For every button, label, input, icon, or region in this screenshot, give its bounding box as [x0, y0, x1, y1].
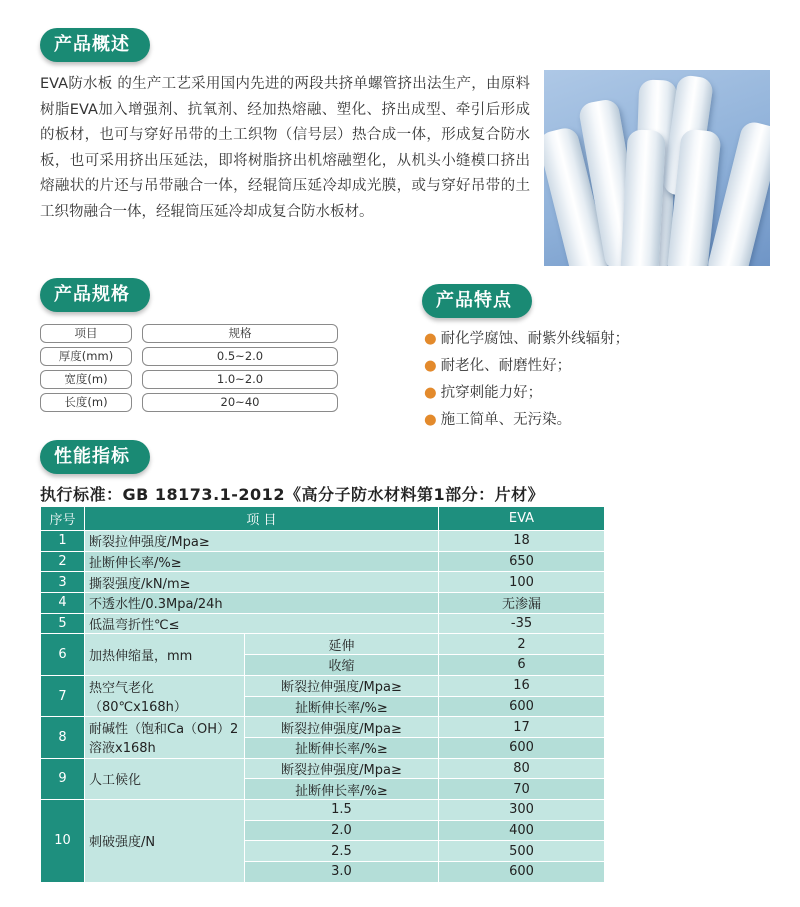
- header-no: 序号: [41, 507, 85, 531]
- row-value: 650: [439, 551, 605, 572]
- row-subitem: 1.5: [245, 799, 439, 820]
- row-subitem: 2.0: [245, 820, 439, 841]
- row-value: 2: [439, 634, 605, 655]
- row-subitem: 2.5: [245, 841, 439, 862]
- spec-item: 宽度(m): [40, 370, 132, 389]
- feature-text: 耐老化、耐磨性好；: [440, 358, 572, 374]
- row-no: 3: [41, 572, 85, 593]
- features-list: [424, 326, 784, 434]
- row-value: 80: [439, 758, 605, 779]
- feature-item: [424, 407, 784, 434]
- feature-item: [424, 326, 784, 353]
- spec-item: 厚度(mm): [40, 347, 132, 366]
- row-value: 17: [439, 717, 605, 738]
- overview-paragraph: EVA防水板 的生产工艺采用国内先进的两段共挤单螺管挤出法生产，由原料树脂EVA加入增强剂、抗氧剂、经加热熔融、塑化、挤出成型、牵引后形成的板材，也可与穿好吊带的土工织物（信号层）热合成一体，形成复合防水板，也可采用挤出压延法，即将树脂挤出机熔融塑化，从机头小缝模口挤出熔融状的片还与吊带融合一体，经辊筒压延冷却成光膜，或与穿好吊带的土工织物融合一体，经辊筒压延冷却成复合防水板材。: [40, 76, 530, 220]
- row-subitem: 扯断伸长率/%≥: [245, 696, 439, 717]
- row-item: 扯断伸长率/%≥: [85, 551, 439, 572]
- spec-row: [40, 370, 340, 389]
- row-item: 热空气老化（80℃x168h）: [85, 675, 245, 716]
- feature-text: 耐化学腐蚀、耐紫外线辐射；: [440, 331, 630, 347]
- header-value: EVA: [439, 507, 605, 531]
- product-photo: [544, 70, 770, 266]
- row-item: 加热伸缩量，mm: [85, 634, 245, 675]
- row-no: 2: [41, 551, 85, 572]
- row-subitem: 断裂拉伸强度/Mpa≥: [245, 717, 439, 738]
- header-item: 项 目: [85, 507, 439, 531]
- row-item: 断裂拉伸强度/Mpa≥: [85, 531, 439, 552]
- row-value: -35: [439, 613, 605, 634]
- row-value: 300: [439, 799, 605, 820]
- row-no: 1: [41, 531, 85, 552]
- row-value: 6: [439, 655, 605, 676]
- table-row: [41, 634, 605, 655]
- performance-table: [40, 506, 605, 883]
- row-value: 500: [439, 841, 605, 862]
- row-value: 600: [439, 696, 605, 717]
- row-item: 低温弯折性℃≤: [85, 613, 439, 634]
- row-no: 10: [41, 799, 85, 882]
- row-subitem: 断裂拉伸强度/Mpa≥: [245, 758, 439, 779]
- table-row: [41, 572, 605, 593]
- row-item: 刺破强度/N: [85, 799, 245, 882]
- overview-section-tag: 产品概述: [40, 28, 150, 62]
- spec-value: 0.5~2.0: [142, 347, 338, 366]
- feature-item: [424, 380, 784, 407]
- row-no: 7: [41, 675, 85, 716]
- feature-item: [424, 353, 784, 380]
- table-row: [41, 799, 605, 820]
- table-header-row: [41, 507, 605, 531]
- row-subitem: 断裂拉伸强度/Mpa≥: [245, 675, 439, 696]
- row-no: 4: [41, 593, 85, 614]
- table-row: [41, 531, 605, 552]
- row-no: 8: [41, 717, 85, 758]
- spec-table: [40, 324, 340, 416]
- row-value: 600: [439, 737, 605, 758]
- bullet-icon: ●: [424, 412, 437, 428]
- row-value: 无渗漏: [439, 593, 605, 614]
- spec-row: [40, 393, 340, 412]
- row-value: 100: [439, 572, 605, 593]
- row-value: 18: [439, 531, 605, 552]
- row-item: 撕裂强度/kN/m≥: [85, 572, 439, 593]
- row-subitem: 扯断伸长率/%≥: [245, 779, 439, 800]
- row-item: 耐碱性（饱和Ca（OH）2溶液x168h: [85, 717, 245, 758]
- features-section-tag: 产品特点: [422, 284, 532, 318]
- bullet-icon: ●: [424, 331, 437, 347]
- row-subitem: 收缩: [245, 655, 439, 676]
- table-row: [41, 675, 605, 696]
- spec-section-tag: 产品规格: [40, 278, 150, 312]
- table-row: [41, 717, 605, 738]
- table-row: [41, 758, 605, 779]
- row-value: 16: [439, 675, 605, 696]
- table-row: [41, 593, 605, 614]
- bullet-icon: ●: [424, 358, 437, 374]
- row-subitem: 3.0: [245, 862, 439, 883]
- spec-value: 20~40: [142, 393, 338, 412]
- performance-section-tag: 性能指标: [40, 440, 150, 474]
- bullet-icon: ●: [424, 385, 437, 401]
- row-item: 人工候化: [85, 758, 245, 799]
- row-item: 不透水性/0.3Mpa/24h: [85, 593, 439, 614]
- table-row: [41, 613, 605, 634]
- row-no: 6: [41, 634, 85, 675]
- feature-text: 抗穿刺能力好；: [440, 385, 543, 401]
- row-value: 70: [439, 779, 605, 800]
- spec-header-item: 项目: [40, 324, 132, 343]
- spec-item: 长度(m): [40, 393, 132, 412]
- spec-value: 1.0~2.0: [142, 370, 338, 389]
- row-value: 400: [439, 820, 605, 841]
- spec-row: [40, 347, 340, 366]
- spec-header-value: 规格: [142, 324, 338, 343]
- feature-text: 施工简单、无污染。: [440, 412, 572, 428]
- row-value: 600: [439, 862, 605, 883]
- standard-heading: 执行标准：GB 18173.1-2012《高分子防水材料第1部分：片材》: [40, 485, 545, 504]
- row-no: 9: [41, 758, 85, 799]
- row-subitem: 延伸: [245, 634, 439, 655]
- table-row: [41, 551, 605, 572]
- row-subitem: 扯断伸长率/%≥: [245, 737, 439, 758]
- spec-header-row: [40, 324, 340, 343]
- row-no: 5: [41, 613, 85, 634]
